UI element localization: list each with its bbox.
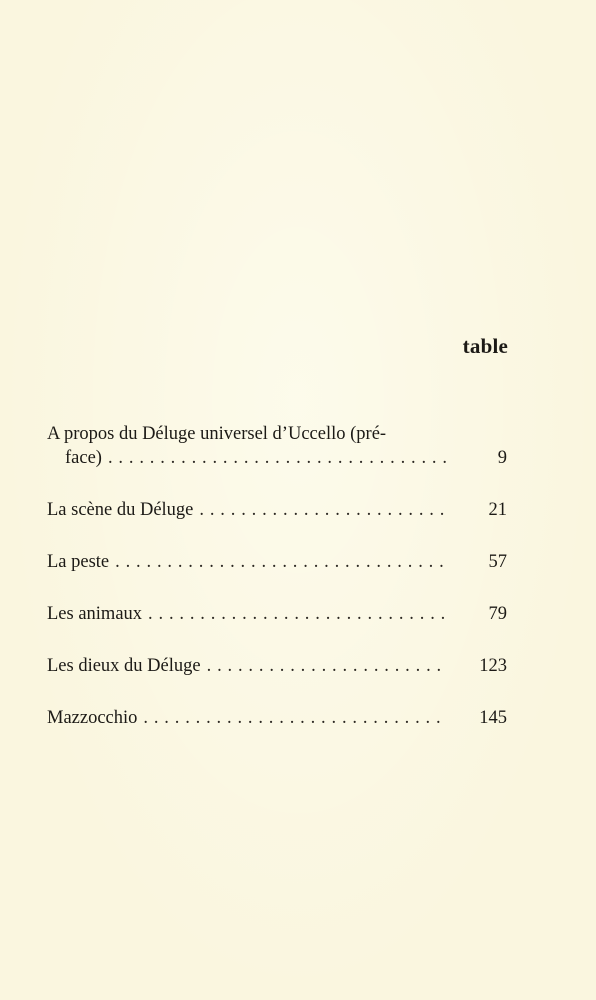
- table-of-contents: [47, 422, 507, 730]
- toc-page-number: 9: [497, 448, 507, 468]
- dot-leader: [148, 602, 447, 626]
- toc-entry-preface: [47, 422, 507, 470]
- toc-page-number: 79: [488, 604, 507, 624]
- toc-entry-peste: [47, 550, 507, 574]
- toc-entry-mazzocchio: [47, 706, 507, 730]
- toc-entry-label: La peste: [47, 552, 110, 572]
- dot-leader: [143, 706, 447, 730]
- dot-leader: [199, 498, 447, 522]
- toc-page-number: 123: [479, 656, 507, 676]
- toc-entry-label: La scène du Déluge: [47, 500, 194, 520]
- toc-entry-dieux: [47, 654, 507, 678]
- toc-entry-label: Les animaux: [47, 604, 143, 624]
- dot-leader: [115, 550, 447, 574]
- page-title: table: [462, 334, 508, 358]
- toc-page-number: 21: [488, 500, 507, 520]
- toc-entry-scene: [47, 498, 507, 522]
- toc-page-number: 57: [488, 552, 507, 572]
- toc-entry-label-line1: A propos du Déluge universel d’Uccello (pré-: [47, 424, 387, 444]
- toc-entry-label: Les dieux du Déluge: [47, 656, 201, 676]
- toc-entry-label: face): [65, 448, 102, 468]
- toc-page-number: 145: [479, 708, 507, 728]
- toc-entry-label: Mazzocchio: [47, 708, 138, 728]
- toc-entry-animaux: [47, 602, 507, 626]
- dot-leader: [207, 654, 447, 678]
- dot-leader: [108, 446, 447, 470]
